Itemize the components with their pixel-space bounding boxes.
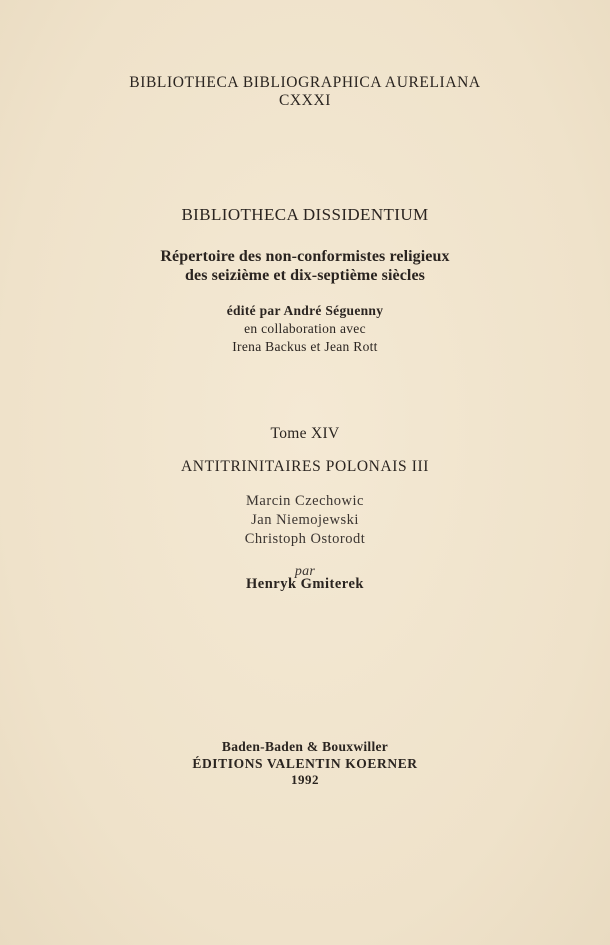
series-title: BIBLIOTHECA BIBLIOGRAPHICA AURELIANA — [129, 74, 481, 91]
subject-name: Christoph Ostorodt — [244, 531, 366, 547]
collaboration-line: en collaboration avec — [244, 321, 366, 336]
work-subtitle-line1: Répertoire des non-conformistes religieux — [160, 248, 450, 265]
work-title: BIBLIOTHECA DISSIDENTIUM — [181, 205, 429, 224]
subject-name: Marcin Czechowic — [246, 493, 364, 509]
by-label: par — [294, 564, 316, 579]
imprint-place: Baden-Baden & Bouxwiller — [221, 739, 389, 754]
tome-number: Tome XIV — [270, 425, 340, 442]
work-subtitle-line2: des seizième et dix-septième siècles — [185, 267, 425, 284]
series-number: CXXXI — [278, 92, 332, 109]
editor-line: édité par André Séguenny — [226, 303, 384, 318]
imprint-year: 1992 — [291, 772, 319, 787]
volume-title: ANTITRINITAIRES POLONAIS III — [180, 458, 430, 475]
imprint-publisher: ÉDITIONS VALENTIN KOERNER — [192, 756, 418, 771]
volume-author: Henryk Gmiterek — [246, 576, 364, 592]
collaborators-line: Irena Backus et Jean Rott — [232, 339, 378, 354]
subject-name: Jan Niemojewski — [251, 512, 359, 528]
